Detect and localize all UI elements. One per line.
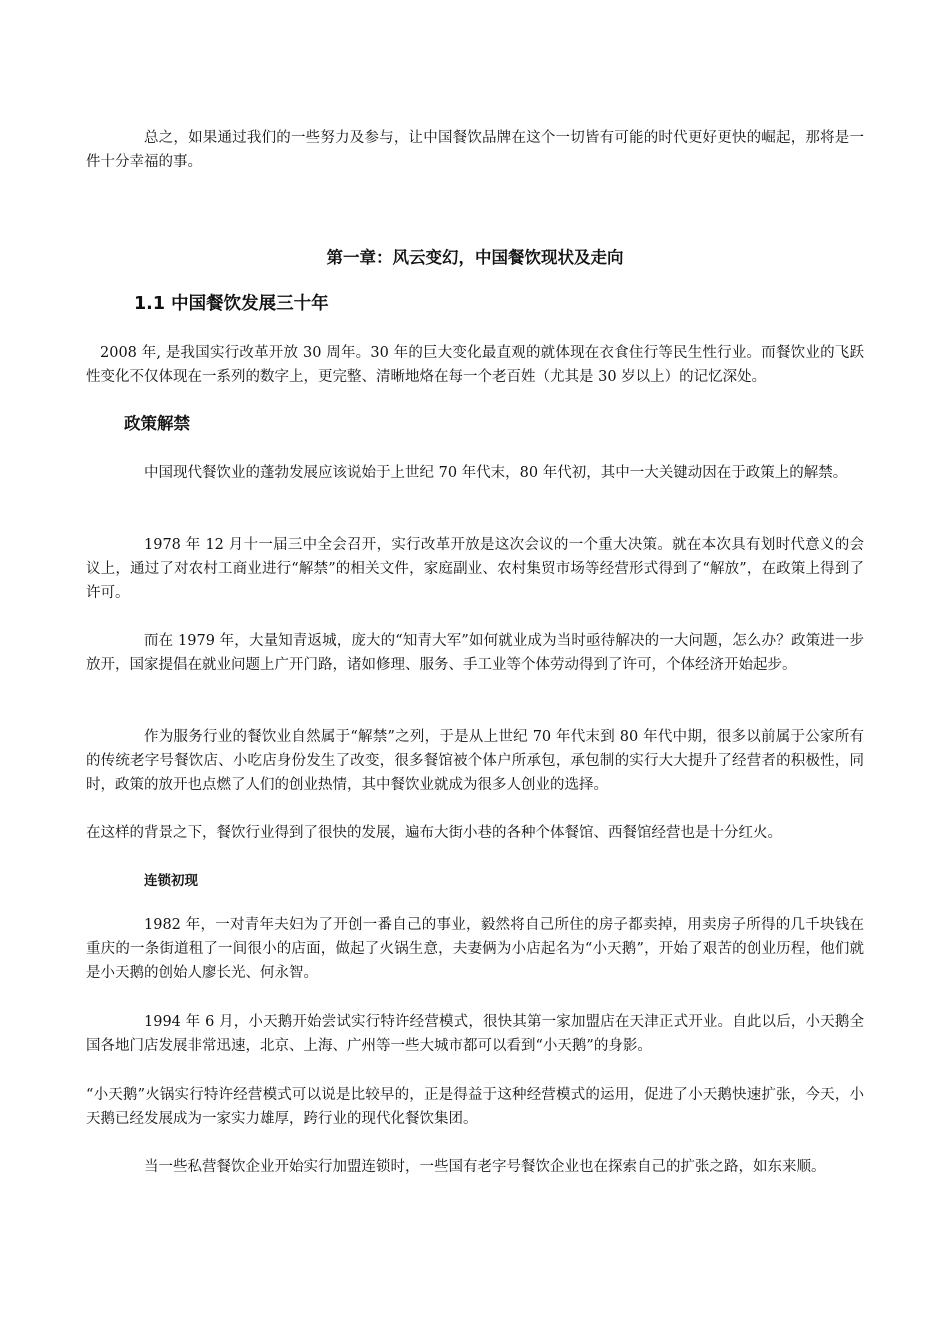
section-1-1-paragraph: 2008 年, 是我国实行改革开放 30 周年。30 年的巨大变化最直观的就体现在衣食住行等民生性行业。而餐饮业的飞跃性变化不仅体现在一系列的数字上，更完整、清晰地烙在每一个老百姓（尤其是 30 岁以上）的记忆深处。	[86, 345, 864, 385]
policy-paragraph-4: 作为服务行业的餐饮业自然属于“解禁”之列，于是从上世纪 70 年代末到 80 年代中期，很多以前属于公家所有的传统老字号餐饮店、小吃店身份发生了改变，很多餐馆被个体户所承包，承包制的实行大大提升了经营者的积极性，同时，政策的放开也点燃了人们的创业热情，其中餐饮业就成为很多人创业的选择。	[86, 729, 864, 793]
policy-paragraph-1: 中国现代餐饮业的蓬勃发展应该说始于上世纪 70 年代末，80 年代初，其中一大关键动因在于政策上的解禁。	[144, 465, 848, 481]
chain-paragraph-1: 1982 年，一对青年夫妇为了开创一番自己的事业，毅然将自己所住的房子都卖掉，用卖房子所得的几千块钱在重庆的一条街道租了一间很小的店面，做起了火锅生意，夫妻俩为小店起名为“小天鹅”，开始了艰苦的创业历程，他们就是小天鹅的创始人廖长光、何永智。	[86, 917, 864, 981]
chain-paragraph-3: “小天鹅”火锅实行特许经营模式可以说是比较早的，正是得益于这种经营模式的运用，促进了小天鹅快速扩张，今天，小天鹅已经发展成为一家实力雄厚，跨行业的现代化餐饮集团。	[86, 1087, 864, 1127]
policy-heading: 政策解禁	[124, 414, 190, 433]
policy-paragraph-2: 1978 年 12 月十一届三中全会召开，实行改革开放是这次会议的一个重大决策。就在本次具有划时代意义的会议上，通过了对农村工商业进行“解禁”的相关文件，家庭副业、农村集贸市场等经营形式得到了“解放”，在政策上得到了许可。	[86, 537, 864, 601]
chain-heading: 连锁初现	[144, 873, 198, 889]
policy-paragraph-3: 而在 1979 年，大量知青返城，庞大的“知青大军”如何就业成为当时亟待解决的一大问题，怎么办？政策进一步放开，国家提倡在就业问题上广开门路，诸如修理、服务、手工业等个体劳动得到了许可，个体经济开始起步。	[86, 633, 864, 673]
intro-closing-paragraph: 总之，如果通过我们的一些努力及参与，让中国餐饮品牌在这个一切皆有可能的时代更好更快的崛起，那将是一件十分幸福的事。	[86, 130, 864, 170]
chain-paragraph-4: 当一些私营餐饮企业开始实行加盟连锁时，一些国有老字号餐饮企业也在探索自己的扩张之路，如东来顺。	[144, 1159, 826, 1175]
policy-paragraph-5: 在这样的背景之下，餐饮行业得到了很快的发展，遍布大街小巷的各种个体餐馆、西餐馆经营也是十分红火。	[86, 825, 782, 841]
chain-paragraph-2: 1994 年 6 月，小天鹅开始尝试实行特许经营模式，很快其第一家加盟店在天津正式开业。自此以后，小天鹅全国各地门店发展非常迅速，北京、上海、广州等一些大城市都可以看到“小天鹅”的身影。	[86, 1014, 864, 1054]
section-heading-1-1: 1.1 中国餐饮发展三十年	[134, 294, 329, 314]
chapter-title: 第一章：风云变幻，中国餐饮现状及走向	[326, 248, 624, 267]
